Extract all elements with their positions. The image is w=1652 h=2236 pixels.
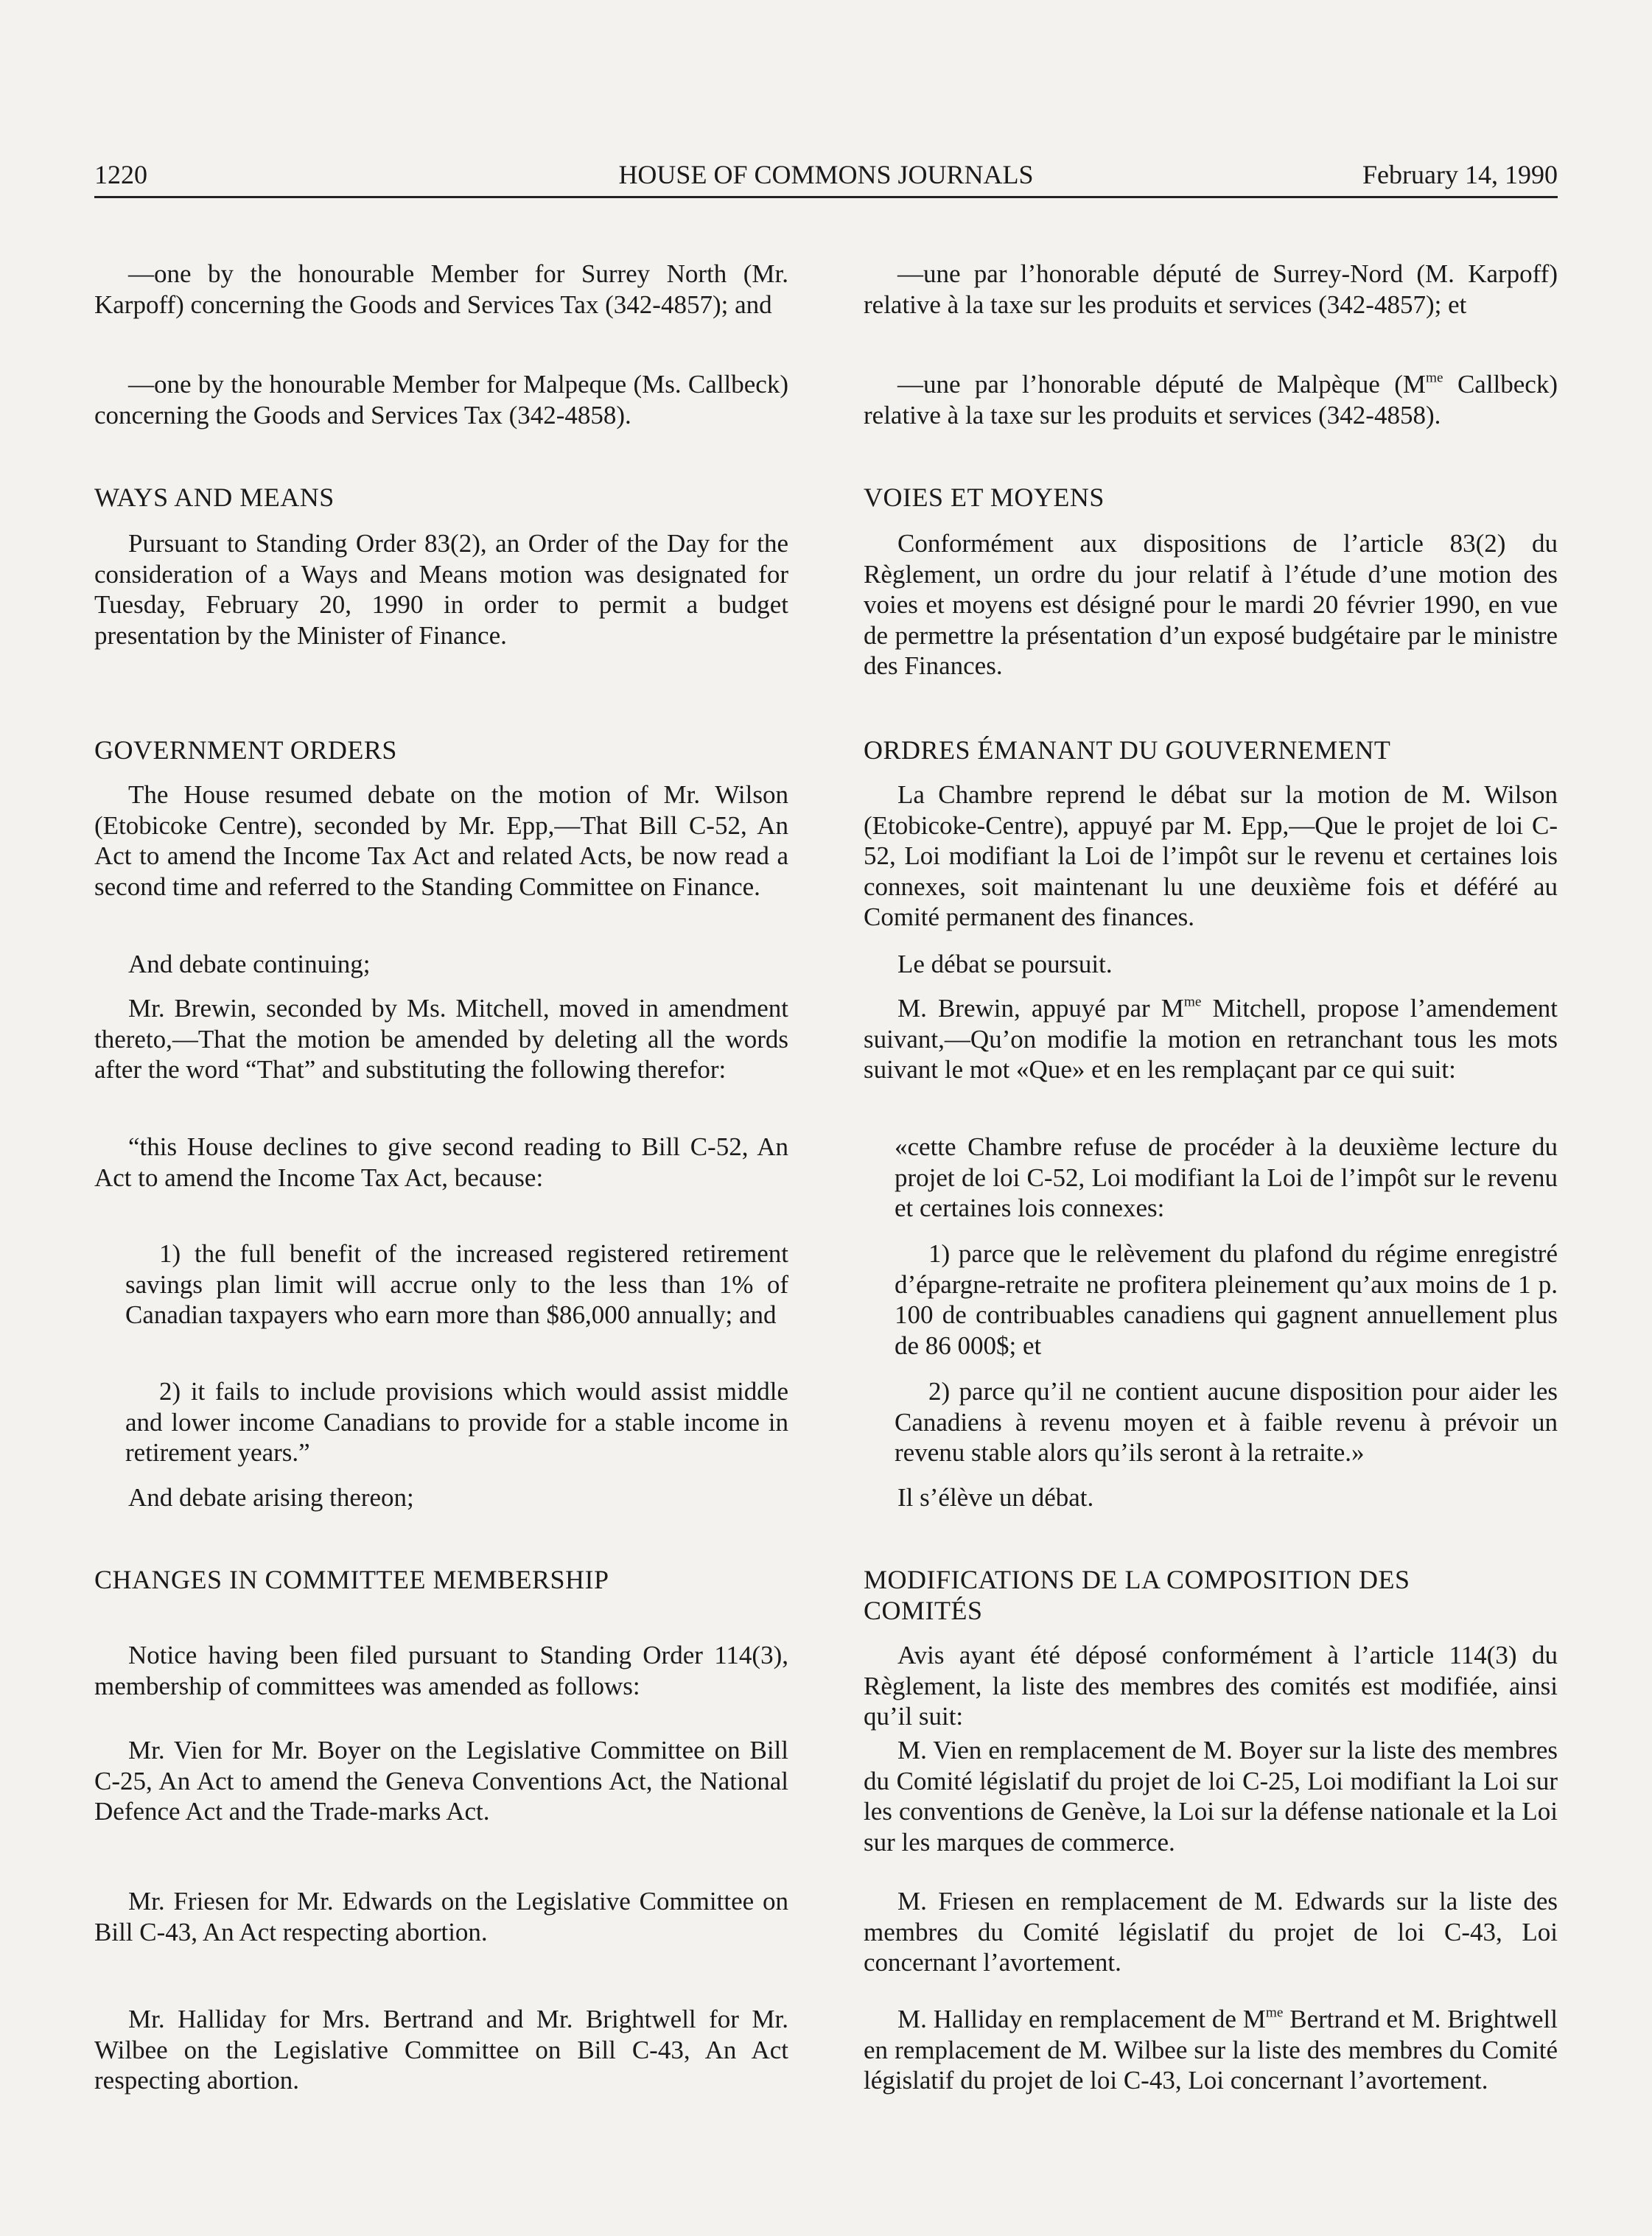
right-voies-paragraph — [864, 528, 1558, 681]
quoted-paragraph: «cette Chambre refuse de procéder à la deuxième lecture du projet de loi C-52, Loi modifiant la Loi de l’impôt sur le revenu et certaines lois connexes: — [895, 1132, 1558, 1222]
list-item: 1) parce que le relèvement du plafond du régime enregistré d’épargne-retraite ne profitera pleinement qu’aux moins de 1 p. 100 de contribuables canadiens qui gagnent annuellement plus de 86 000$; et — [895, 1239, 1558, 1360]
left-surrey-paragraph — [94, 259, 788, 320]
paragraph: And debate continuing; — [128, 950, 371, 978]
heading-government-orders: GOVERNMENT ORDERS — [94, 735, 397, 765]
right-halliday-paragraph — [864, 2004, 1558, 2096]
heading-modifications-composition: MODIFICATIONS DE LA COMPOSITION DES COMITÉS — [864, 1565, 1410, 1625]
right-friesen-paragraph — [864, 1886, 1558, 1978]
journal-title: HOUSE OF COMMONS JOURNALS — [618, 160, 1034, 189]
text-run: M. Halliday en remplacement de M — [897, 2005, 1266, 2033]
left-quote-paragraph — [94, 1132, 788, 1193]
page-number: 1220 — [94, 160, 147, 189]
left-gov-paragraph-1 — [94, 779, 788, 902]
left-gov-paragraph-2 — [94, 949, 788, 980]
paragraph: Mr. Brewin, seconded by Ms. Mitchell, moved in amendment thereto,—That the motion be amended by deleting all the words after the word “That” and substituting the following therefor: — [94, 994, 788, 1084]
left-gov-paragraph-3 — [94, 993, 788, 1085]
paragraph: —one by the honourable Member for Malpeque (Ms. Callbeck) concerning the Goods and Services Tax (342-4858). — [94, 370, 788, 430]
heading-voies-et-moyens: VOIES ET MOYENS — [864, 483, 1105, 512]
text-run: Bertrand et M. Brightwell en remplacement de M. Wilbee sur la liste des membres du Comité législatif du projet de loi C-43, Loi concernant l’avortement. — [864, 2005, 1558, 2095]
paragraph: —one by the honourable Member for Surrey North (Mr. Karpoff) concerning the Goods and Services Tax (342-4857); and — [94, 259, 788, 319]
text-run: Mitchell, propose l’amendement suivant,—Qu’on modifie la motion en retranchant tous les mots suivant le mot «Que» et en les remplaçant par ce qui suit: — [864, 994, 1558, 1084]
left-item-1 — [94, 1238, 788, 1331]
paragraph — [864, 993, 1558, 1085]
paragraph: —une par l’honorable député de Surrey-Nord (M. Karpoff) relative à la taxe sur les produits et services (342-4857); et — [864, 259, 1558, 319]
paragraph: Le débat se poursuit. — [897, 950, 1113, 978]
paragraph: Notice having been filed pursuant to Standing Order 114(3), membership of committees was amended as follows: — [94, 1641, 788, 1700]
paragraph: And debate arising thereon; — [128, 1483, 414, 1512]
right-ordres-paragraph-2 — [864, 949, 1558, 980]
text-run: M. Brewin, appuyé par M — [897, 994, 1184, 1023]
paragraph: Avis ayant été déposé conformément à l’article 114(3) du Règlement, la liste des membres des comités est modifiée, ainsi qu’il suit: — [864, 1641, 1558, 1731]
paragraph: La Chambre reprend le débat sur la motion de M. Wilson (Etobicoke-Centre), appuyé par M. Epp,—Que le projet de loi C-52, Loi modifiant la Loi de l’impôt sur le revenu et certaines lois connexes, soit maintenant lu une deuxième fois et déféré au Comité permanent des finances. — [864, 780, 1558, 931]
right-malpeque-paragraph — [864, 369, 1558, 430]
paragraph: Mr. Halliday for Mrs. Bertrand and Mr. Brightwell for Mr. Wilbee on the Legislative Committee on Bill C-43, An Act respecting abortion. — [94, 2005, 788, 2095]
superscript: me — [1265, 2005, 1284, 2021]
right-quote-paragraph — [864, 1132, 1558, 1224]
running-header — [94, 156, 1558, 198]
heading-changes-in-committee-membership: CHANGES IN COMMITTEE MEMBERSHIP — [94, 1565, 609, 1594]
right-surrey-paragraph — [864, 259, 1558, 320]
left-notice-paragraph — [94, 1640, 788, 1701]
right-ordres-paragraph-1 — [864, 779, 1558, 933]
heading-ways-and-means: WAYS AND MEANS — [94, 483, 335, 512]
right-brewin-paragraph — [864, 993, 1558, 1085]
text-run: Callbeck) relative à la taxe sur les produits et services (342-4858). — [864, 370, 1558, 430]
left-arising — [94, 1482, 788, 1513]
right-avis-paragraph — [864, 1640, 1558, 1732]
paragraph: M. Friesen en remplacement de M. Edwards sur la liste des membres du Comité législatif du projet de loi C-43, Loi concernant l’avortement. — [864, 1887, 1558, 1977]
paragraph: Conformément aux dispositions de l’article 83(2) du Règlement, un ordre du jour relatif à l’étude d’une motion des voies et moyens est désigné pour le mardi 20 février 1990, en vue de permettre la présentation d’un exposé budgétaire par le ministre des Finances. — [864, 529, 1558, 680]
right-vien-paragraph — [864, 1735, 1558, 1857]
left-halliday-paragraph — [94, 2004, 788, 2096]
paragraph: Mr. Vien for Mr. Boyer on the Legislative Committee on Bill C-25, An Act to amend the Geneva Conventions Act, the National Defence Act and the Trade-marks Act. — [94, 1736, 788, 1826]
left-malpeque-paragraph — [94, 369, 788, 430]
journal-date: February 14, 1990 — [1362, 160, 1558, 189]
quoted-paragraph: “this House declines to give second reading to Bill C-52, An Act to amend the Income Tax Act, because: — [94, 1132, 788, 1192]
left-item-2 — [94, 1376, 788, 1468]
superscript: me — [1426, 370, 1443, 386]
text-run: —une par l’honorable député de Malpèque (M — [897, 370, 1427, 399]
heading-ordres-emanant: ORDRES ÉMANANT DU GOUVERNEMENT — [864, 735, 1391, 765]
right-item-2 — [864, 1376, 1558, 1468]
superscript: me — [1183, 994, 1202, 1010]
paragraph: Pursuant to Standing Order 83(2), an Order of the Day for the consideration of a Ways and Means motion was designated for Tuesday, February 20, 1990 in order to permit a budget presentation by the Minister of Finance. — [94, 529, 788, 650]
list-item: 2) it fails to include provisions which would assist middle and lower income Canadians to provide for a stable income in retirement years.” — [125, 1377, 788, 1467]
paragraph — [864, 2004, 1558, 2096]
list-item: 1) the full benefit of the increased registered retirement savings plan limit will accrue only to the less than 1% of Canadian taxpayers who earn more than $86,000 annually; and — [125, 1239, 788, 1329]
left-ways-paragraph — [94, 528, 788, 651]
paragraph: Il s’élève un débat. — [897, 1483, 1094, 1512]
paragraph: M. Vien en remplacement de M. Boyer sur la liste des membres du Comité législatif du projet de loi C-25, Loi modifiant la Loi sur les conventions de Genève, la Loi sur la défense nationale et la Loi sur les marques de commerce. — [864, 1736, 1558, 1857]
paragraph: The House resumed debate on the motion of Mr. Wilson (Etobicoke Centre), seconded by Mr. Epp,—That Bill C-52, An Act to amend the Income Tax Act and related Acts, be now read a second time and referred to the Standing Committee on Finance. — [94, 780, 788, 901]
right-debat — [864, 1482, 1558, 1513]
left-friesen-paragraph — [94, 1886, 788, 1947]
left-vien-paragraph — [94, 1735, 788, 1827]
paragraph — [864, 369, 1558, 430]
right-item-1 — [864, 1238, 1558, 1361]
list-item: 2) parce qu’il ne contient aucune disposition pour aider les Canadiens à revenu moyen et à faible revenu à prévoir un revenu stable alors qu’ils seront à la retraite.» — [895, 1377, 1558, 1467]
paragraph: Mr. Friesen for Mr. Edwards on the Legislative Committee on Bill C-43, An Act respecting abortion. — [94, 1887, 788, 1946]
